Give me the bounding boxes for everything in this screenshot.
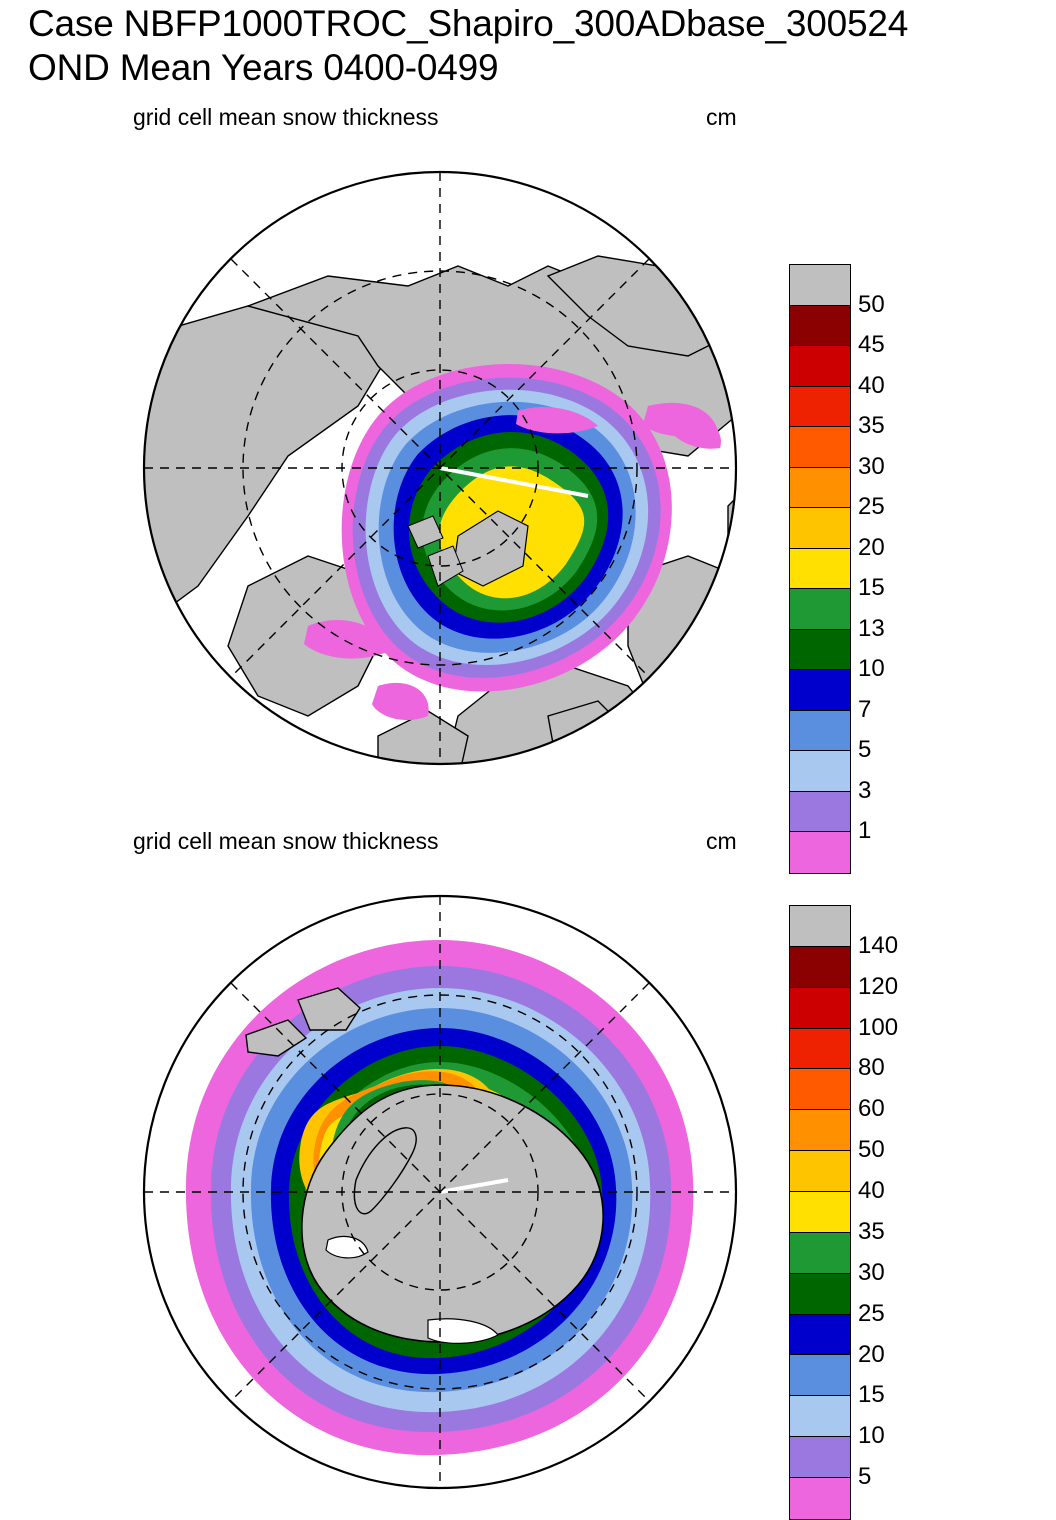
colorbar-swatch: [790, 711, 850, 752]
colorbar-tick-label: 13: [858, 614, 885, 642]
map-south: [128, 880, 753, 1505]
colorbar-swatch: [790, 751, 850, 792]
colorbar-tick-label: 60: [858, 1095, 885, 1123]
colorbar-tick-label: 15: [858, 574, 885, 602]
colorbar-tick-label: 15: [858, 1381, 885, 1409]
colorbar-swatch: [790, 1233, 850, 1274]
colorbar-tick-label: 10: [858, 655, 885, 683]
panel-southern-hemisphere: [0, 817, 1056, 1510]
colorbar-swatch: [790, 1151, 850, 1192]
colorbar-swatch: [790, 346, 850, 387]
colorbar-tick-label: 30: [858, 452, 885, 480]
colorbar-swatch: [790, 387, 850, 428]
colorbar-tick-label: 5: [858, 1463, 872, 1491]
colorbar-tick-label: 3: [858, 776, 872, 804]
colorbar-swatch: [790, 1355, 850, 1396]
colorbar-tick-label: 20: [858, 1340, 885, 1368]
colorbar-tick-label: 45: [858, 331, 885, 359]
colorbar-swatch: [790, 670, 850, 711]
colorbar-north: [789, 264, 851, 874]
colorbar-south: [789, 905, 851, 1520]
colorbar-swatch: [790, 1069, 850, 1110]
colorbar-swatch: [790, 468, 850, 509]
colorbar-tick-label: 140: [858, 931, 899, 959]
colorbar-swatch: [790, 1478, 850, 1519]
colorbar-labels-north: [858, 264, 948, 874]
title-line-2: OND Mean Years 0400-0499: [28, 47, 499, 88]
colorbar-swatch: [790, 1396, 850, 1437]
colorbar-tick-label: 5: [858, 736, 872, 764]
colorbar-swatch: [790, 947, 850, 988]
colorbar-tick-label: 50: [858, 290, 885, 318]
colorbar-swatch: [790, 1274, 850, 1315]
colorbar-swatch: [790, 906, 850, 947]
colorbar-swatch: [790, 549, 850, 590]
panel-variable-label-north: grid cell mean snow thickness: [133, 104, 439, 130]
colorbar-tick-label: 35: [858, 1217, 885, 1245]
colorbar-labels-south: [858, 905, 948, 1520]
colorbar-swatch: [790, 1192, 850, 1233]
panel-units-label-north: cm: [706, 104, 737, 130]
colorbar-tick-label: 25: [858, 493, 885, 521]
colorbar-tick-label: 40: [858, 371, 885, 399]
colorbar-tick-label: 7: [858, 695, 872, 723]
title-line-1: Case NBFP1000TROC_Shapiro_300ADbase_300524: [28, 3, 909, 44]
colorbar-tick-label: 1: [858, 817, 872, 845]
map-north: [128, 156, 753, 781]
colorbar-tick-label: 100: [858, 1013, 899, 1041]
colorbar-swatch: [790, 306, 850, 347]
colorbar-tick-label: 20: [858, 533, 885, 561]
colorbar-swatch: [790, 508, 850, 549]
colorbar-swatch: [790, 1315, 850, 1356]
colorbar-swatch: [790, 988, 850, 1029]
colorbar-swatch: [790, 630, 850, 671]
colorbar-tick-label: 120: [858, 972, 899, 1000]
colorbar-swatch: [790, 1437, 850, 1478]
colorbar-tick-label: 35: [858, 412, 885, 440]
colorbar-swatch: [790, 427, 850, 468]
colorbar-tick-label: 50: [858, 1136, 885, 1164]
colorbar-tick-label: 25: [858, 1299, 885, 1327]
panel-variable-label-south: grid cell mean snow thickness: [133, 828, 439, 854]
colorbar-swatch: [790, 1110, 850, 1151]
colorbar-tick-label: 40: [858, 1177, 885, 1205]
colorbar-swatch: [790, 589, 850, 630]
panel-northern-hemisphere: [0, 96, 1056, 845]
colorbar-swatch: [790, 265, 850, 306]
colorbar-tick-label: 30: [858, 1258, 885, 1286]
colorbar-tick-label: 80: [858, 1054, 885, 1082]
page-title: [28, 2, 1048, 90]
colorbar-swatch: [790, 1029, 850, 1070]
colorbar-tick-label: 10: [858, 1422, 885, 1450]
panel-units-label-south: cm: [706, 828, 737, 854]
